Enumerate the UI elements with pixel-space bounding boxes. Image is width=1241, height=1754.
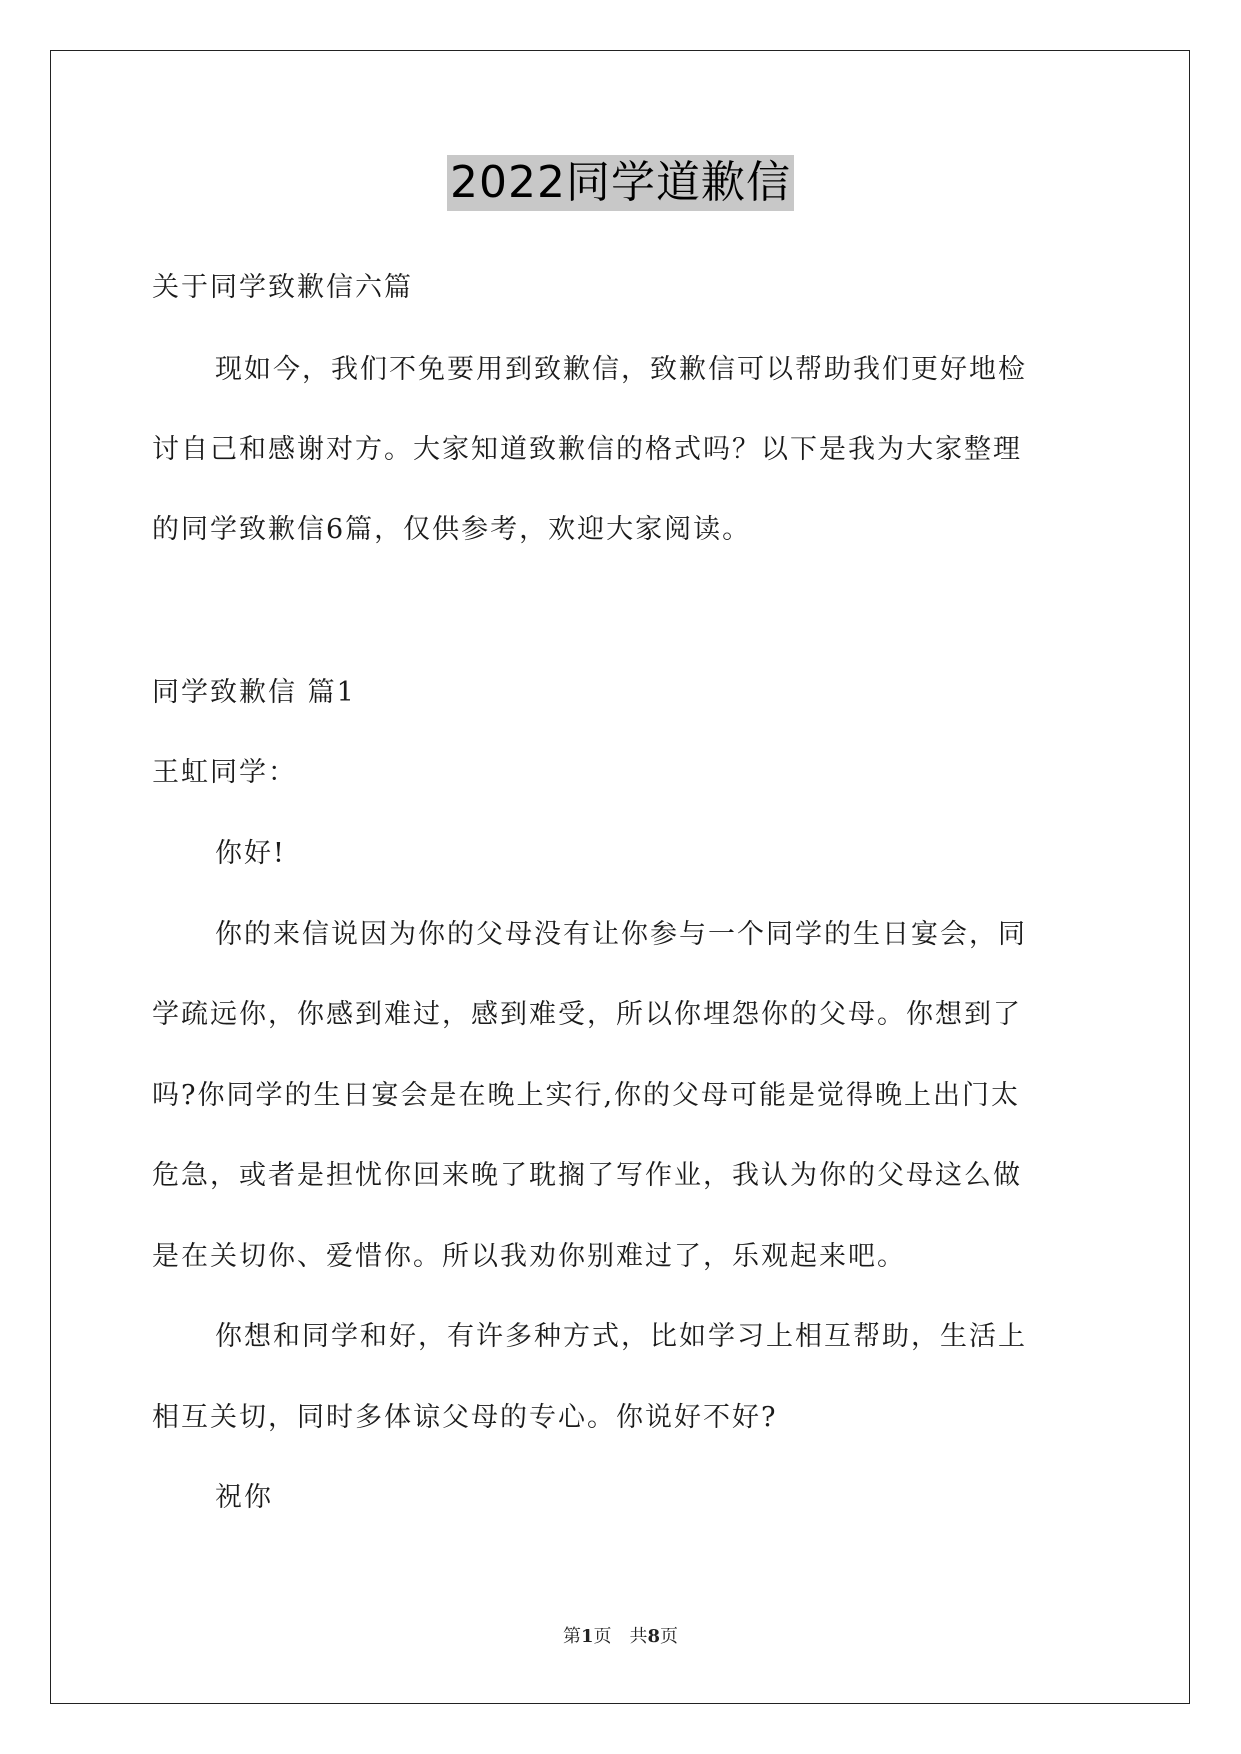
- body-line-3: 吗?你同学的生日宴会是在晚上实行,你的父母可能是觉得晚上出门太: [152, 1080, 1021, 1111]
- footer-page-suffix: 页: [660, 1626, 679, 1647]
- body-line-6: 你想和同学和好，有许多种方式，比如学习上相互帮助，生活上: [215, 1321, 1027, 1352]
- intro-line-2: 讨自己和感谢对方。大家知道致歉信的格式吗？以下是我为大家整理: [152, 434, 1022, 465]
- footer-page-current: 1: [580, 1626, 594, 1647]
- footer-page-total: 8: [647, 1626, 661, 1647]
- salutation: 王虹同学：: [152, 757, 297, 788]
- intro-line-1: 现如今，我们不免要用到致歉信，致歉信可以帮助我们更好地检: [215, 354, 1027, 385]
- page-footer: [0, 1626, 1241, 1648]
- footer-page-prefix: 第: [562, 1626, 581, 1647]
- greeting: 你好!: [215, 838, 286, 869]
- closing-line: 祝你: [215, 1482, 273, 1513]
- footer-page-mid: 页 共: [593, 1626, 648, 1647]
- document-title: 2022同学道歉信: [447, 155, 794, 211]
- body-line-4: 危急，或者是担忧你回来晚了耽搁了写作业，我认为你的父母这么做: [152, 1160, 1022, 1191]
- intro-line-3: 的同学致歉信6篇，仅供参考，欢迎大家阅读。: [152, 514, 752, 545]
- document-subtitle: 关于同学致歉信六篇: [152, 272, 413, 303]
- body-line-5: 是在关切你、爱惜你。所以我劝你别难过了，乐观起来吧。: [152, 1241, 906, 1272]
- body-line-7: 相互关切，同时多体谅父母的专心。你说好不好?: [152, 1402, 778, 1433]
- section-heading: 同学致歉信 篇1: [152, 677, 356, 708]
- title-container: [0, 155, 1241, 211]
- body-line-2: 学疏远你，你感到难过，感到难受，所以你埋怨你的父母。你想到了: [152, 999, 1022, 1030]
- body-line-1: 你的来信说因为你的父母没有让你参与一个同学的生日宴会，同: [215, 919, 1027, 950]
